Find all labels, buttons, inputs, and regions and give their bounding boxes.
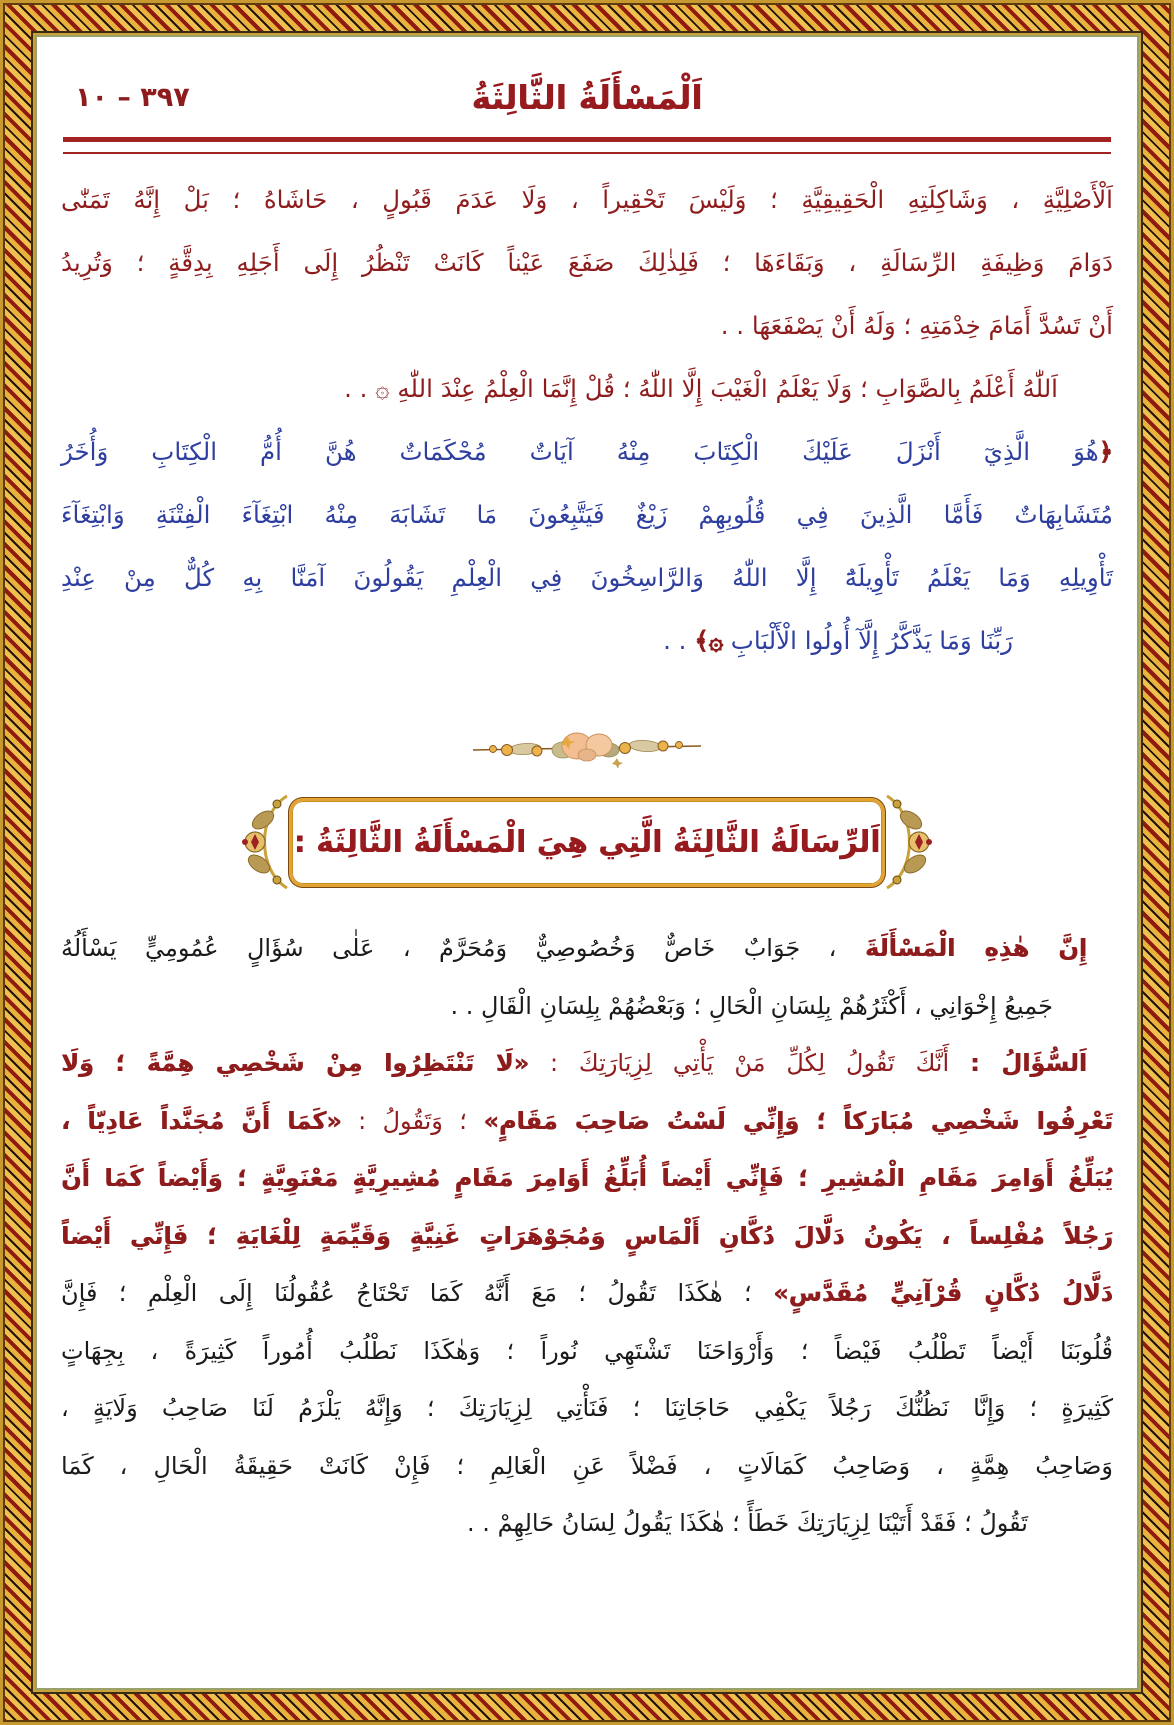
body-line <box>61 1208 1113 1266</box>
text-segment: اَلسُّؤَالُ : <box>970 1049 1087 1077</box>
upper-text-block <box>61 168 1113 672</box>
text-segment: . . <box>663 626 695 655</box>
body-line <box>61 978 1113 1036</box>
body-line <box>61 420 1113 483</box>
lower-text-block <box>61 920 1113 1553</box>
text-segment: ۞﴾ <box>694 626 723 655</box>
header-divider-rule <box>63 137 1111 154</box>
text-segment: اَللّٰهُ أَعْلَمُ بِالصَّوَابِ ؛ وَلَا يَعْلَمُ الْغَيْبَ إِلَّا اللّٰهُ ؛ قُلْ إِنَّمَا الْعِلْمُ عِنْدَ اللّٰهِ ۞ . . <box>344 374 1058 403</box>
text-segment: تَقُولُ ؛ فَقَدْ أَتَيْنَا لِزِيَارَتِكَ خَطَأً ؛ هٰكَذَا يَقُولُ لِسَانُ حَالِهِمْ . . <box>467 1509 1028 1537</box>
text-segment: وَصَاحِبُ هِمَّةٍ ، وَصَاحِبُ كَمَالَاتٍ ، فَضْلاً عَنِ الْعَالِمِ ؛ فَإِنْ كَانَتْ حَقِيقَةُ الْحَالِ ، كَمَا <box>61 1451 1113 1480</box>
body-line <box>61 483 1113 546</box>
text-segment: تَعْرِفُوا شَخْصِي مُبَارَكاً ؛ وَإِنِّي لَسْتُ صَاحِبَ مَقَامٍ» <box>483 1106 1114 1135</box>
body-line <box>61 609 1113 672</box>
text-segment: اَلْأَصْلِيَّةِ ، وَشَاكِلَتِهِ الْحَقِيقِيَّةِ ؛ وَلَيْسَ تَحْقِيراً ، وَلَا عَدَمَ قَبُولٍ ، حَاشَاهُ ؛ بَلْ إِنَّهُ تَمَنّٰى <box>61 185 1113 214</box>
section-title-banner <box>61 792 1113 892</box>
body-line <box>61 1035 1113 1093</box>
text-segment: دَوَامَ وَظِيفَةِ الرِّسَالَةِ ، وَبَقَاءَهَا ؛ فَلِذٰلِكَ صَفَعَ عَيْناً كَانَتْ تَنْظُرُ إِلَى أَجَلِهِ بِدِقَّةٍ ؛ وَتُرِيدُ <box>61 248 1113 277</box>
text-segment: كَثِيرَةٍ ؛ وَإِنَّا نَظُنُّكَ رَجُلاً يَكْفِي حَاجَاتِنَا ؛ فَنَأْتِي لِزِيَارَتِكَ ؛ وَإِنَّهُ يَلْزَمُ لَنَا صَاحِبُ وَلَايَةٍ ، <box>61 1394 1113 1422</box>
body-line <box>61 1150 1113 1208</box>
body-line <box>61 1495 1113 1553</box>
body-line <box>61 920 1113 978</box>
body-line <box>61 1323 1113 1381</box>
text-segment: أَنَّكَ تَقُولُ لِكُلِّ مَنْ يَأْتِي لِزِيَارَتِكَ : <box>529 1049 971 1077</box>
text-segment: قُلُوبَنَا أَيْضاً تَطْلُبُ فَيْضاً ؛ وَأَرْوَاحَنَا تَشْتَهِي نُوراً ؛ وَهٰكَذَا نَطْلُبُ أُمُوراً كَثِيرَةً ، بِجِهَاتٍ <box>61 1336 1113 1365</box>
text-segment: ؛ وَتَقُولُ : <box>341 1106 484 1135</box>
text-segment: جَمِيعُ إِخْوَانِي ، أَكْثَرُهُمْ بِلِسَانِ الْحَالِ ؛ وَبَعْضُهُمْ بِلِسَانِ الْقَالِ . . <box>450 991 1053 1020</box>
text-segment: إِنَّ هٰذِهِ الْمَسْأَلَةَ <box>864 934 1088 962</box>
text-segment: «كَمَا أَنَّ مُجَنَّداً عَادِيّاً ، <box>61 1106 342 1135</box>
body-line <box>61 294 1113 357</box>
floral-divider <box>61 728 1113 768</box>
floral-divider-icon <box>467 728 707 768</box>
body-line <box>61 546 1113 609</box>
text-segment: يُبَلِّغُ أَوَامِرَ مَقَامِ الْمُشِيرِ ؛ فَإِنِّي أَيْضاً أُبَلِّغُ أَوَامِرَ مَقَامٍ مُشِيرِيَّةٍ مَعْنَوِيَّةٍ ؛ وَأَيْضاً كَمَا أَنَّ <box>61 1164 1113 1192</box>
banner-right-ornament-icon <box>879 786 937 898</box>
text-segment: رَبِّنَا وَمَا يَذَّكَّرُ إِلَّآ أُولُوا الْأَلْبَابِ <box>722 626 1013 655</box>
body-line <box>61 1438 1113 1496</box>
text-segment: دَلَّالُ دُكَّانٍ قُرْآنِيٍّ مُقَدَّسٍ» <box>773 1279 1113 1307</box>
page-title: اَلْمَسْأَلَةُ الثَّالِثَةُ <box>471 77 703 117</box>
body-line <box>61 231 1113 294</box>
text-segment: رَجُلاً مُفْلِساً ، يَكُونُ دَلَّالَ دُكَّانِ أَلْمَاسٍ وَمُجَوْهَرَاتٍ غَنِيَّةٍ وَقَيِّمَةٍ لِلْغَايَةِ ؛ فَإِنِّي أَيْضاً <box>61 1221 1113 1250</box>
page-number: ٣٩٧ – ١٠ <box>75 81 190 113</box>
page <box>37 37 1137 1688</box>
text-segment: ، جَوَابٌ خَاصٌّ وَخُصُوصِيٌّ وَمُحَرَّمٌ ، عَلٰى سُؤَالٍ عُمُومِيٍّ يَسْأَلُهُ <box>61 934 865 962</box>
text-segment: مُتَشَابِهَاتٌ فَأَمَّا الَّذِينَ فِي قُلُوبِهِمْ زَيْغٌ فَيَتَّبِعُونَ مَا تَشَابَهَ مِنْهُ ابْتِغَآءَ الْفِتْنَةِ وَابْتِغَآءَ <box>61 500 1113 529</box>
body-line <box>61 357 1113 420</box>
text-segment: تَأْوِيلِهِ وَمَا يَعْلَمُ تَأْوِيلَهُٓ إِلَّا اللّٰهُ وَالرَّاسِخُونَ فِي الْعِلْمِ يَقُولُونَ آمَنَّا بِهِ كُلٌّ مِنْ عِنْدِ <box>61 563 1113 592</box>
page-header <box>61 71 1113 123</box>
text-segment: ؛ هٰكَذَا تَقُولُ ؛ مَعَ أَنَّهُ كَمَا تَحْتَاجُ عُقُولُنَا إِلَى الْعِلْمِ ؛ فَإِنَّ <box>61 1279 774 1307</box>
text-segment: أَنْ تَسُدَّ أَمَامَ خِدْمَتِهِ ؛ وَلَهُ أَنْ يَصْفَعَهَا . . <box>720 311 1113 340</box>
section-title: اَلرِّسَالَةُ الثَّالِثَةُ الَّتِي هِيَ الْمَسْأَلَةُ الثَّالِثَةُ : <box>293 824 881 860</box>
banner-left-ornament-icon <box>237 786 295 898</box>
text-segment: «لَا تَنْتَظِرُوا مِنْ شَخْصِي هِمَّةً ؛ وَلَا <box>61 1049 530 1077</box>
body-line <box>61 1380 1113 1438</box>
body-line <box>61 1265 1113 1323</box>
text-segment: ﴿ <box>1098 437 1113 466</box>
text-segment: هُوَ الَّذِيٓ أَنْزَلَ عَلَيْكَ الْكِتَابَ مِنْهُ آيَاتٌ مُحْكَمَاتٌ هُنَّ أُمُّ الْكِتَابِ وَأُخَرُ <box>61 437 1099 466</box>
body-line <box>61 1093 1113 1151</box>
section-title-frame <box>289 798 885 887</box>
body-line <box>61 168 1113 231</box>
